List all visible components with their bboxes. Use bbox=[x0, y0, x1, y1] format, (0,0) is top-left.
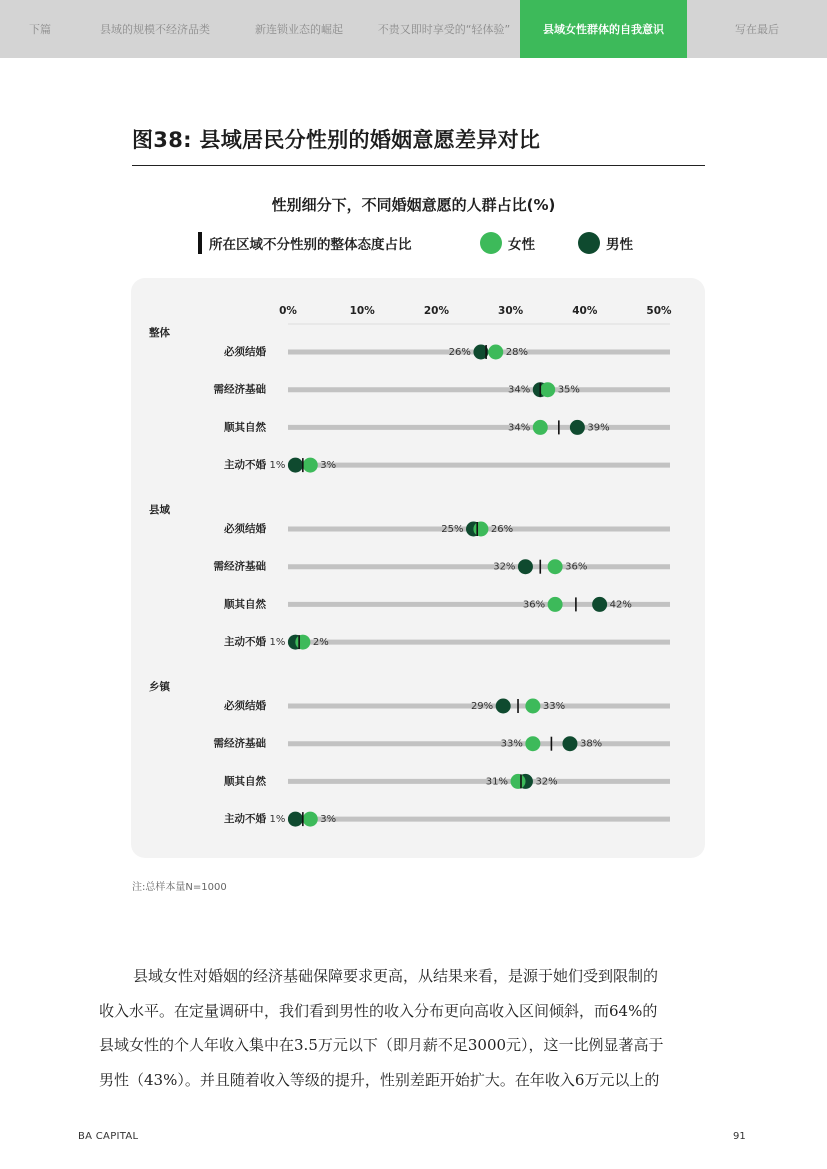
row-label: 顺其自然 bbox=[224, 598, 266, 611]
male-dot bbox=[288, 812, 303, 827]
female-dot bbox=[303, 812, 318, 827]
row-label: 需经济基础 bbox=[213, 383, 266, 396]
value-label: 36% bbox=[522, 599, 546, 611]
tab-female-self-awareness[interactable]: 县域女性群体的自我意识 bbox=[520, 0, 687, 58]
row-label: 需经济基础 bbox=[213, 737, 266, 750]
x-tick-label: 50% bbox=[646, 305, 672, 317]
tab-part-two[interactable]: 下篇 bbox=[29, 23, 51, 36]
value-label: 38% bbox=[579, 738, 603, 750]
footer-brand: BA CAPITAL bbox=[78, 1131, 139, 1142]
figure-title: 图38: 县域居民分性别的婚姻意愿差异对比 bbox=[132, 128, 541, 152]
row-label: 顺其自然 bbox=[224, 775, 266, 788]
female-dot bbox=[540, 382, 555, 397]
row-label: 主动不婚 bbox=[224, 636, 266, 649]
overall-marker-swatch bbox=[198, 232, 202, 254]
female-dot-swatch bbox=[480, 232, 502, 254]
x-tick-label: 10% bbox=[349, 305, 375, 317]
tab-new-chain-formats[interactable]: 新连锁业态的崛起 bbox=[255, 23, 343, 36]
female-dot bbox=[511, 774, 526, 789]
value-label: 33% bbox=[500, 738, 523, 750]
group-label: 县域 bbox=[149, 504, 170, 516]
sample-size-note: 注:总样本量N=1000 bbox=[132, 882, 227, 893]
dumbbell-chart bbox=[131, 278, 705, 858]
female-dot bbox=[525, 736, 540, 751]
row-label: 主动不婚 bbox=[224, 813, 266, 826]
body-line: 县域女性对婚姻的经济基础保障要求更高，从结果来看，是源于她们受到限制的 bbox=[133, 967, 659, 985]
female-dot bbox=[488, 345, 503, 360]
body-line: 男性（43%）。并且随着收入等级的提升，性别差距开始扩大。在年收入6万元以上的 bbox=[99, 1070, 660, 1089]
row-label: 顺其自然 bbox=[224, 421, 266, 434]
value-label: 26% bbox=[490, 524, 514, 535]
female-dot bbox=[295, 635, 310, 650]
row-label: 主动不婚 bbox=[224, 459, 266, 472]
row-label: 必须结婚 bbox=[224, 523, 266, 535]
value-label: 39% bbox=[587, 422, 610, 434]
value-label: 32% bbox=[493, 561, 516, 573]
value-label: 2% bbox=[312, 637, 329, 649]
value-label: 3% bbox=[320, 460, 337, 472]
body-line: 收入水平。在定量调研中，我们看到男性的收入分布更向高收入区间倾斜，而64%的 bbox=[99, 1001, 658, 1020]
row-label: 需经济基础 bbox=[213, 560, 266, 573]
value-label: 34% bbox=[508, 384, 531, 396]
value-label: 33% bbox=[542, 701, 566, 712]
female-dot bbox=[303, 458, 318, 473]
male-dot bbox=[562, 736, 577, 751]
tab-light-experience[interactable]: 不贵又即时享受的“轻体验” bbox=[377, 23, 511, 36]
female-dot bbox=[473, 522, 488, 537]
value-label: 1% bbox=[269, 460, 286, 472]
page-number: 91 bbox=[733, 1131, 746, 1142]
female-dot bbox=[533, 420, 548, 435]
row-label: 必须结婚 bbox=[224, 700, 266, 712]
legend-male-label: 男性 bbox=[606, 237, 633, 253]
x-tick-label: 0% bbox=[279, 305, 297, 317]
x-tick-label: 20% bbox=[423, 305, 449, 317]
chart-title: 性别细分下，不同婚姻意愿的人群占比(%) bbox=[271, 196, 556, 214]
value-label: 25% bbox=[441, 524, 464, 535]
value-label: 26% bbox=[448, 347, 471, 358]
tab-scale-diseconomy[interactable]: 县域的规模不经济品类 bbox=[100, 23, 210, 36]
female-dot bbox=[548, 597, 563, 612]
group-label: 整体 bbox=[149, 327, 170, 339]
value-label: 34% bbox=[508, 422, 531, 434]
male-dot bbox=[288, 458, 303, 473]
male-dot-swatch bbox=[578, 232, 600, 254]
body-line: 县域女性的个人年收入集中在3.5万元以下（即月薪不足3000元），这一比例显著高于 bbox=[99, 1036, 664, 1054]
value-label: 31% bbox=[485, 776, 509, 788]
male-dot bbox=[570, 420, 585, 435]
chart-legend bbox=[0, 231, 827, 255]
tab-afterword[interactable]: 写在最后 bbox=[735, 23, 779, 36]
value-label: 1% bbox=[269, 814, 286, 826]
value-label: 28% bbox=[505, 347, 528, 358]
top-nav bbox=[0, 0, 827, 58]
row-label: 必须结婚 bbox=[224, 346, 266, 358]
male-dot bbox=[592, 597, 607, 612]
value-label: 29% bbox=[470, 701, 494, 712]
male-dot bbox=[496, 699, 511, 714]
x-tick-label: 30% bbox=[498, 305, 524, 317]
value-label: 3% bbox=[320, 814, 337, 826]
title-divider bbox=[132, 165, 705, 166]
value-label: 35% bbox=[557, 384, 580, 396]
male-dot bbox=[518, 559, 533, 574]
body-paragraph bbox=[99, 959, 729, 1097]
legend-female-label: 女性 bbox=[508, 237, 535, 253]
value-label: 42% bbox=[609, 599, 632, 611]
value-label: 32% bbox=[535, 776, 558, 788]
female-dot bbox=[525, 699, 540, 714]
value-label: 1% bbox=[269, 637, 286, 649]
group-label: 乡镇 bbox=[149, 681, 170, 693]
x-tick-label: 40% bbox=[572, 305, 598, 317]
female-dot bbox=[548, 559, 563, 574]
legend-overall-label: 所在区域不分性别的整体态度占比 bbox=[209, 237, 412, 253]
value-label: 36% bbox=[565, 561, 588, 573]
